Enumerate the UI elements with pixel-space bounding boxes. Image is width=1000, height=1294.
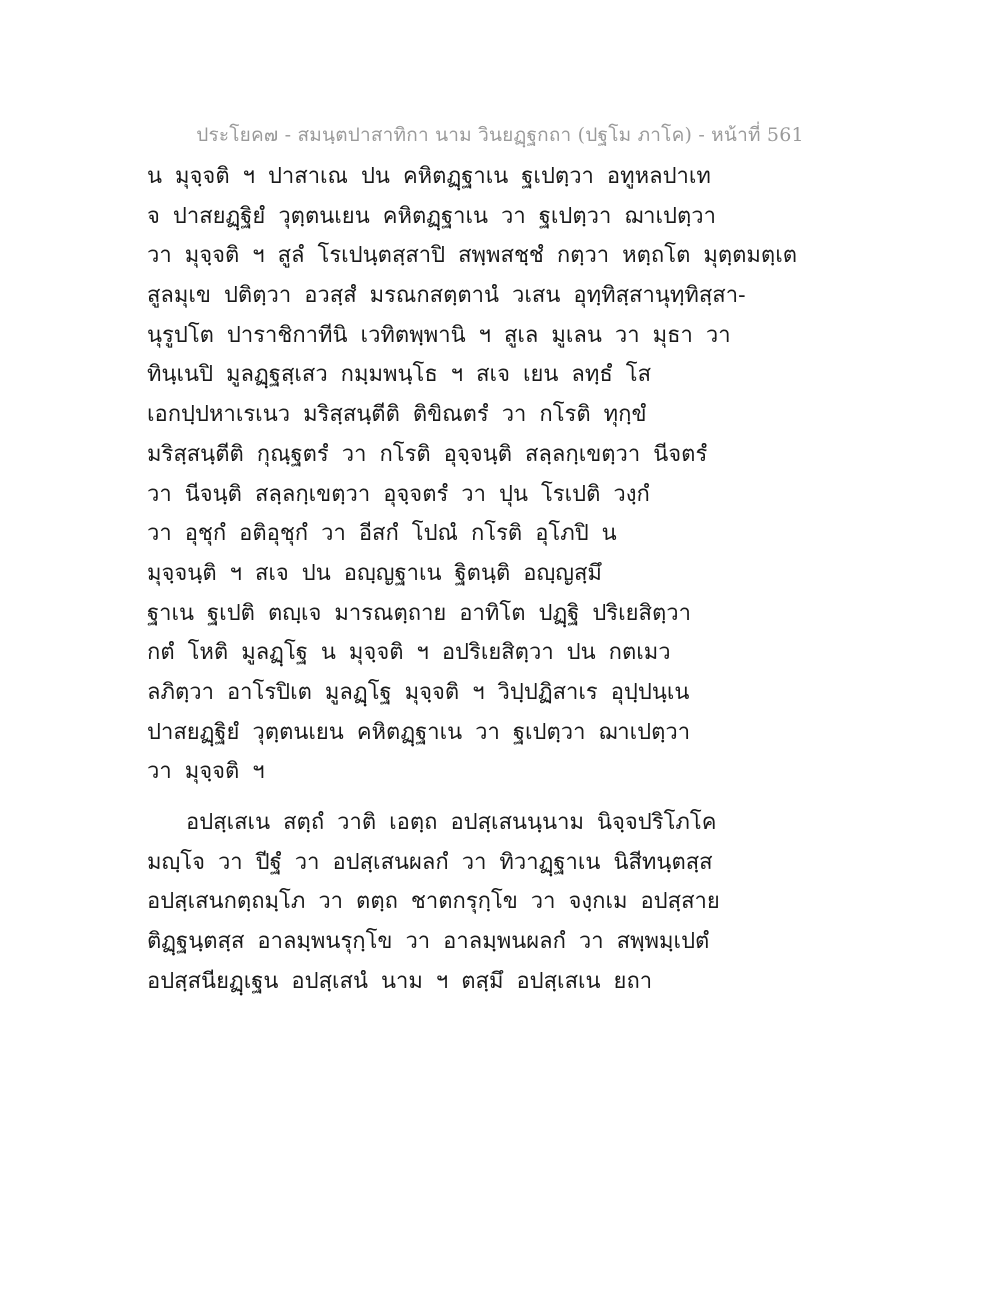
text-line: วา นีจนฺติ สลฺลกฺเขตฺวา อุจฺจตรํ วา ปุน โรเปติ วงฺกํ (147, 481, 650, 507)
text-line: มริสฺสนฺตีติ กุณฺฐตรํ วา กโรติ อุจฺจนฺติ สลฺลกฺเขตฺวา นีจตรํ (147, 441, 708, 467)
text-line: ลภิตฺวา อาโรปิเต มูลฏฺโฐ มุจฺจติ ฯ วิปฺปฏิสาเร อุปฺปนฺเน (147, 679, 690, 705)
text-line: มุจฺจนฺติ ฯ สเจ ปน อญฺญฐาเน ฐิตนฺติ อญฺญสฺมึ (147, 560, 602, 586)
text-line: อปสฺสนียฏฺเฐน อปสฺเสนํ นาม ฯ ตสฺมึ อปสฺเสเน ยถา (147, 968, 653, 994)
text-line: เอกปฺปหาเรเนว มริสฺสนฺตีติ ติขิณตรํ วา กโรติ ทุกฺขํ (147, 402, 647, 428)
text-line: ฐาเน ฐเปติ ตญฺเจ มารณตฺถาย อาทิโต ปฏฺฐิ ปริเยสิตฺวา (147, 600, 691, 626)
text-line: สูลมุเข ปติตฺวา อวสฺสํ มรณกสตฺตานํ วเสน อุทฺทิสฺสานุทฺทิสฺสา- (147, 283, 746, 309)
paragraph-2 (147, 803, 720, 1001)
text-line: วา อุชุกํ อติอุชุกํ วา อีสกํ โปณํ กโรติ อุโภปิ น (147, 521, 617, 547)
text-line: ติฏฺฐนฺตสฺส อาลมฺพนรุกฺโข วา อาลมฺพนผลกํ วา สพฺพมฺเปตํ (147, 929, 710, 955)
text-line: ทินฺเนปิ มูลฏฺฐสฺเสว กมฺมพนฺโธ ฯ สเจ เยน ลทฺธํ โส (147, 362, 652, 388)
text-line: อปสฺเสเน สตฺถํ วาติ เอตฺถ อปสฺเสนนฺนาม นิจฺจปริโภโค (186, 810, 717, 835)
paragraph-1 (147, 157, 798, 792)
text-line: อปสฺเสนกตฺถมฺโภ วา ตตฺถ ชาตกรุกฺโข วา จงฺกเม อปสฺสาย (147, 889, 720, 915)
text-line: น มุจฺจติ ฯ ปาสาเณ ปน คหิตฏฺฐาเน ฐเปตฺวา อทูหลปาเท (147, 164, 711, 189)
text-line: นุรูปโต ปาราชิกาทีนิ เวทิตพฺพานิ ฯ สูเล มูเลน วา มุธา วา (147, 322, 731, 348)
text-line: วา มุจฺจติ ฯ สูลํ โรเปนฺตสฺสาปิ สพฺพสชฺชํ กตฺวา หตฺถโต มุตฺตมตฺเต (147, 243, 798, 269)
text-line: จ ปาสยฏฺฐิยํ วุตฺตนเยน คหิตฏฺฐาเน วา ฐเปตฺวา ฌาเปตฺวา (147, 203, 716, 229)
body-text (147, 157, 798, 1001)
text-line: ปาสยฏฺฐิยํ วุตฺตนเยน คหิตฏฺฐาเน วา ฐเปตฺวา ฌาเปตฺวา (147, 719, 691, 745)
text-line: วา มุจฺจติ ฯ (147, 759, 265, 785)
text-line: มญฺโจ วา ปีฐํ วา อปสฺเสนผลกํ วา ทิวาฏฺฐาเน นิสีทนฺตสฺส (147, 849, 713, 875)
page-header: ประโยค๗ - สมนฺตปาสาทิกา นาม วินยฏฺฐกถา (ปฐโม ภาโค) - หน้าที่ 561 (196, 124, 804, 146)
text-line: กตํ โหติ มูลฏฺโฐ น มุจฺจติ ฯ อปริเยสิตฺวา ปน กตเมว (147, 640, 671, 666)
